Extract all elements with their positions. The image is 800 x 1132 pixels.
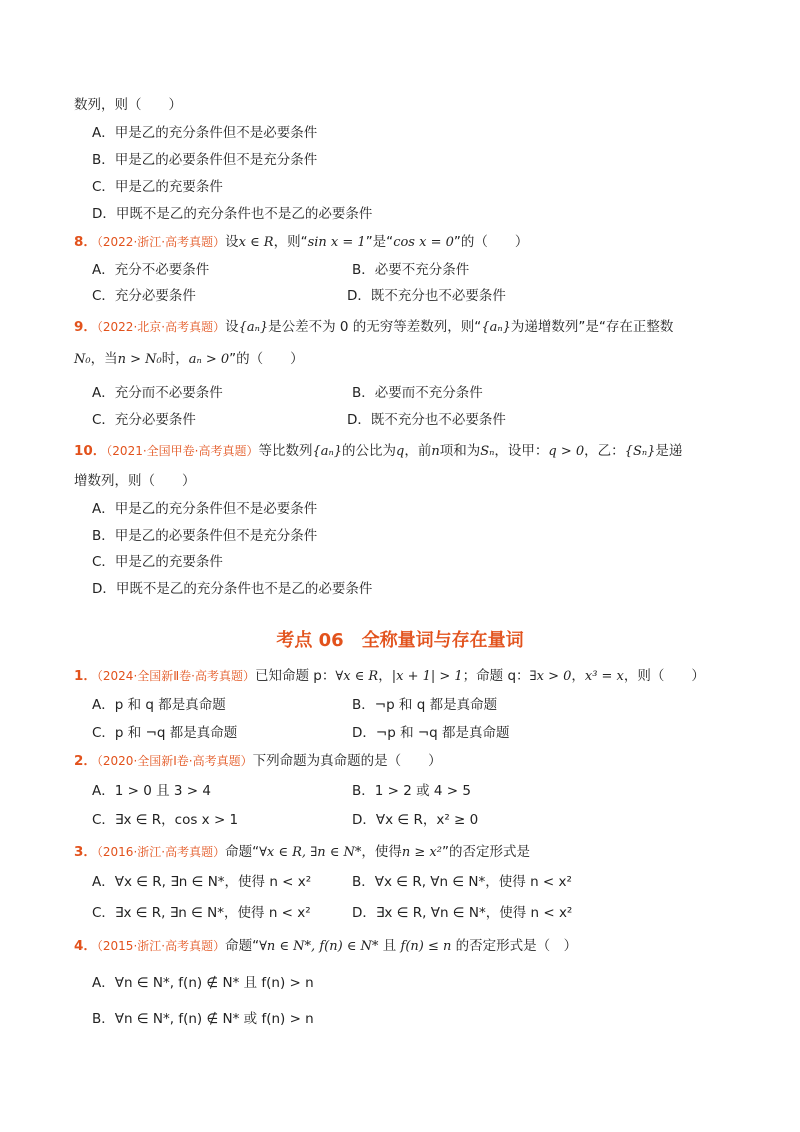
option-a: A．充分不必要条件	[92, 262, 210, 278]
option-d: D．既不充分也不必要条件	[347, 412, 506, 428]
section-question-2: 2．（2020·全国新Ⅰ卷·高考真题）下列命题为真命题的是（ ）	[74, 753, 442, 769]
question-source: （2022·北京·高考真题）	[96, 320, 226, 334]
question-9: 9．（2022·北京·高考真题）设{aₙ}是公差不为 0 的无穷等差数列，则“{aₙ}为递增数列”是“存在正整数	[74, 319, 674, 335]
math-expression: n ≥ x²	[401, 845, 442, 860]
section-question-1: 1．（2024·全国新Ⅱ卷·高考真题）已知命题 p：∀x ∈ R，|x + 1| > 1；命题 q：∃x > 0，x³ = x，则（ ）	[74, 668, 705, 684]
option-b: B．1 > 2 或 4 > 5	[352, 783, 471, 799]
question-number: 10．	[74, 443, 107, 459]
option-c: C．充分必要条件	[92, 288, 196, 304]
option-c: C．甲是乙的充要条件	[92, 554, 223, 570]
option-a: A．1 > 0 且 3 > 4	[92, 783, 211, 799]
section-question-4: 4．（2015·浙江·高考真题）命题“∀n ∈ N*, f(n) ∈ N* 且 f(n) ≤ n 的否定形式是（ ）	[74, 938, 578, 954]
math-expression: ∀n ∈ N*, f(n) ∈ N*	[259, 939, 379, 954]
math-expression: ∀x ∈ R	[335, 669, 379, 684]
option-c: C．∃x ∈ R，cos x > 1	[92, 812, 239, 828]
question-10: 10．（2021·全国甲卷·高考真题）等比数列{aₙ}的公比为q，前n项和为Sₙ，设甲：q > 0，乙：{Sₙ}是递	[74, 443, 683, 459]
option-c: C．p 和 ¬q 都是真命题	[92, 725, 238, 741]
question-source: （2016·浙江·高考真题）	[96, 845, 226, 859]
option-a: A．甲是乙的充分条件但不是必要条件	[92, 501, 318, 517]
section-title: 考点 06 全称量词与存在量词	[276, 630, 524, 651]
math-expression: cos x = 0	[393, 235, 454, 250]
option-c: C．甲是乙的充要条件	[92, 179, 223, 195]
question-9-line-2: N₀，当n > N₀时，aₙ > 0”的（ ）	[74, 351, 304, 367]
question-number: 4．	[74, 938, 97, 954]
math-expression: x³ = x	[584, 669, 624, 684]
math-expression: Sₙ	[480, 444, 495, 459]
option-a: A．∀n ∈ N*, f(n) ∉ N* 且 f(n) > n	[92, 975, 314, 991]
math-expression: n	[431, 444, 440, 459]
math-expression: {aₙ}	[481, 320, 511, 335]
math-expression: n > N₀	[117, 352, 162, 367]
math-expression: q > 0	[548, 444, 585, 459]
option-c: C．充分必要条件	[92, 412, 196, 428]
option-b: B．甲是乙的必要条件但不是充分条件	[92, 152, 318, 168]
option-b: B．∀n ∈ N*, f(n) ∉ N* 或 f(n) > n	[92, 1011, 314, 1027]
question-number: 9．	[74, 319, 97, 335]
math-expression: f(n) ≤ n	[400, 939, 452, 954]
option-d: D．¬p 和 ¬q 都是真命题	[352, 725, 510, 741]
option-d: D．甲既不是乙的充分条件也不是乙的必要条件	[92, 581, 373, 597]
option-a: A．充分而不必要条件	[92, 385, 223, 401]
math-expression: ∃x > 0	[529, 669, 572, 684]
question-number: 3．	[74, 844, 97, 860]
math-expression: ∀x ∈ R, ∃n ∈ N*	[259, 845, 362, 860]
option-d: D．甲既不是乙的充分条件也不是乙的必要条件	[92, 206, 373, 222]
option-b: B．必要不充分条件	[352, 262, 470, 278]
math-expression: N₀	[74, 352, 91, 367]
option-d: D．∀x ∈ R，x² ≥ 0	[352, 812, 479, 828]
question-source: （2024·全国新Ⅱ卷·高考真题）	[96, 669, 255, 683]
math-expression: {aₙ}	[312, 444, 343, 459]
option-b: B．¬p 和 q 都是真命题	[352, 697, 498, 713]
question-source: （2020·全国新Ⅰ卷·高考真题）	[96, 754, 253, 768]
question-8: 8．（2022·浙江·高考真题）设x ∈ R，则“sin x = 1”是“cos x = 0”的（ ）	[74, 234, 529, 250]
question-number: 8．	[74, 234, 97, 250]
option-d: D．既不充分也不必要条件	[347, 288, 506, 304]
math-expression: {aₙ}	[238, 320, 269, 335]
question-source: （2021·全国甲卷·高考真题）	[106, 444, 259, 458]
math-expression: |x + 1| > 1	[391, 669, 463, 684]
question-10-continuation: 增数列，则（ ）	[74, 473, 196, 489]
option-b: B．必要而不充分条件	[352, 385, 483, 401]
question-number: 1．	[74, 668, 97, 684]
question-7-continuation: 数列，则（ ）	[74, 97, 182, 113]
question-source: （2015·浙江·高考真题）	[96, 939, 226, 953]
question-number: 2．	[74, 753, 97, 769]
math-expression: aₙ > 0	[188, 352, 230, 367]
math-expression: q	[396, 444, 405, 459]
option-d: D．∃x ∈ R, ∀n ∈ N*，使得 n < x²	[352, 905, 573, 921]
option-c: C．∃x ∈ R, ∃n ∈ N*，使得 n < x²	[92, 905, 311, 921]
math-expression: sin x = 1	[307, 235, 366, 250]
section-question-3: 3．（2016·浙江·高考真题）命题“∀x ∈ R, ∃n ∈ N*，使得n ≥ x²”的否定形式是	[74, 844, 530, 860]
math-expression: x ∈ R	[238, 235, 274, 250]
option-a: A．p 和 q 都是真命题	[92, 697, 226, 713]
option-a: A．∀x ∈ R, ∃n ∈ N*，使得 n < x²	[92, 874, 312, 890]
math-expression: {Sₙ}	[624, 444, 656, 459]
option-a: A．甲是乙的充分条件但不是必要条件	[92, 125, 318, 141]
option-b: B．甲是乙的必要条件但不是充分条件	[92, 528, 318, 544]
option-b: B．∀x ∈ R, ∀n ∈ N*，使得 n < x²	[352, 874, 572, 890]
question-source: （2022·浙江·高考真题）	[96, 235, 226, 249]
